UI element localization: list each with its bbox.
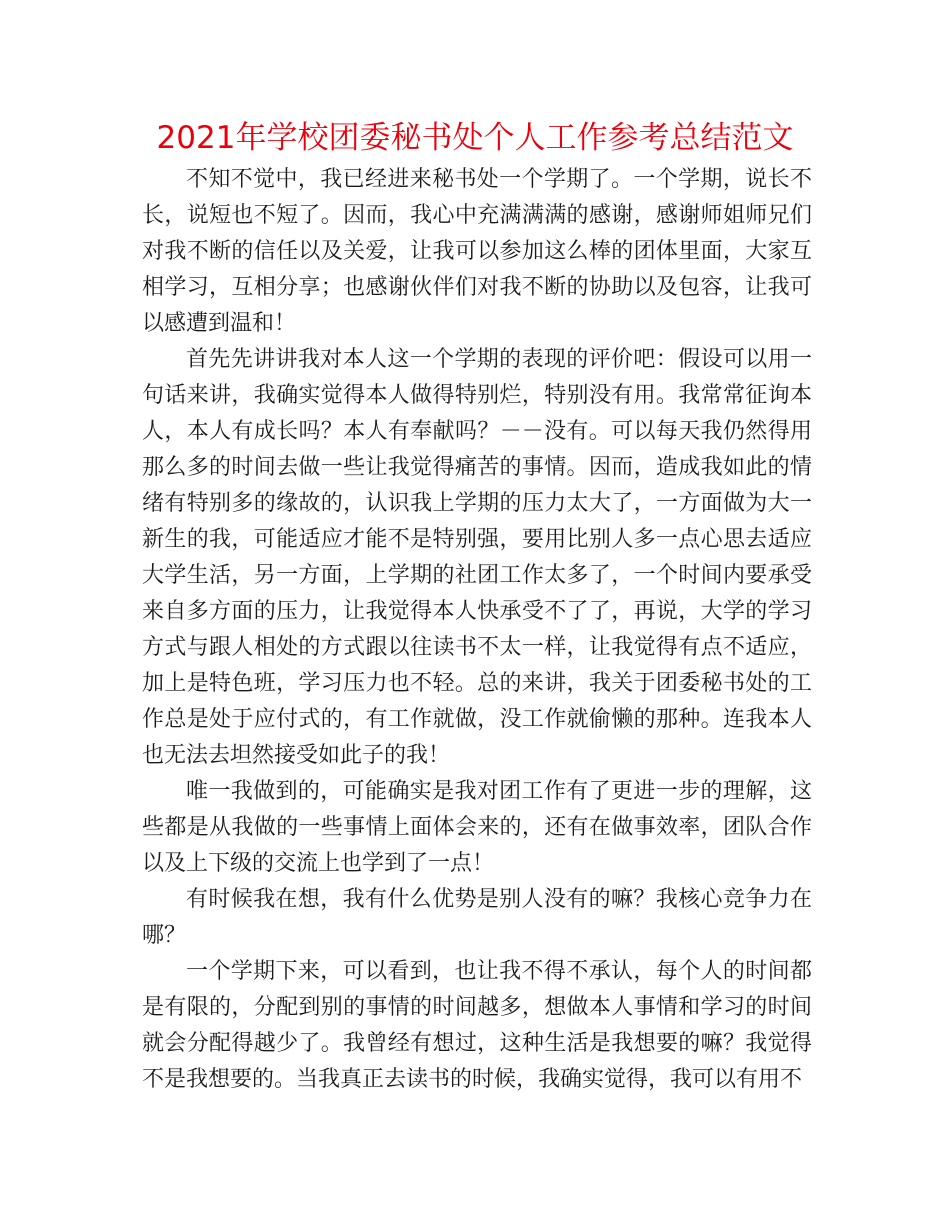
- paragraph-5: 一个学期下来，可以看到，也让我不得不承认，每个人的时间都是有限的，分配到别的事情的时间越多，想做本人事情和学习的时间就会分配得越少了。我曾经有想过，这种生活是我想要的嘛？我觉得不是我想要的。当我真正去读书的时候，我确实觉得，我可以有用不: [142, 959, 812, 1092]
- paragraph-3: 唯一我做到的，可能确实是我对团工作有了更进一步的理解，这些都是从我做的一些事情上面体会来的，还有在做事效率，团队合作以及上下级的交流上也学到了一点！: [142, 779, 812, 876]
- paragraph-4: 有时候我在想，我有什么优势是别人没有的嘛？我核心竞争力在哪？: [142, 887, 812, 948]
- paragraph-2: 首先先讲讲我对本人这一个学期的表现的评价吧：假设可以用一句话来讲，我确实觉得本人做得特别烂，特别没有用。我常常征询本人，本人有成长吗？本人有奉献吗？－－没有。可以每天我仍然得用那么多的时间去做一些让我觉得痛苦的事情。因而，造成我如此的情绪有特别多的缘故的，认识我上学期的压力太大了，一方面做为大一新生的我，可能适应才能不是特别强，要用比别人多一点心思去适应大学生活，另一方面，上学期的社团工作太多了，一个时间内要承受来自多方面的压力，让我觉得本人快承受不了了，再说，大学的学习方式与跟人相处的方式跟以往读书不太一样，让我觉得有点不适应，加上是特色班，学习压力也不轻。总的来讲，我关于团委秘书处的工作总是处于应付式的，有工作就做，没工作就偷懒的那种。连我本人也无法去坦然接受如此子的我！: [142, 347, 812, 768]
- paragraph-1: 不知不觉中，我已经进来秘书处一个学期了。一个学期，说长不长，说短也不短了。因而，我心中充满满满的感谢，感谢师姐师兄们对我不断的信任以及关爱，让我可以参加这么棒的团体里面，大家互相学习，互相分享；也感谢伙伴们对我不断的协助以及包容，让我可以感遭到温和！: [142, 167, 812, 336]
- document-title: 2021年学校团委秘书处个人工作参考总结范文: [156, 120, 794, 156]
- document-body: [142, 162, 812, 1098]
